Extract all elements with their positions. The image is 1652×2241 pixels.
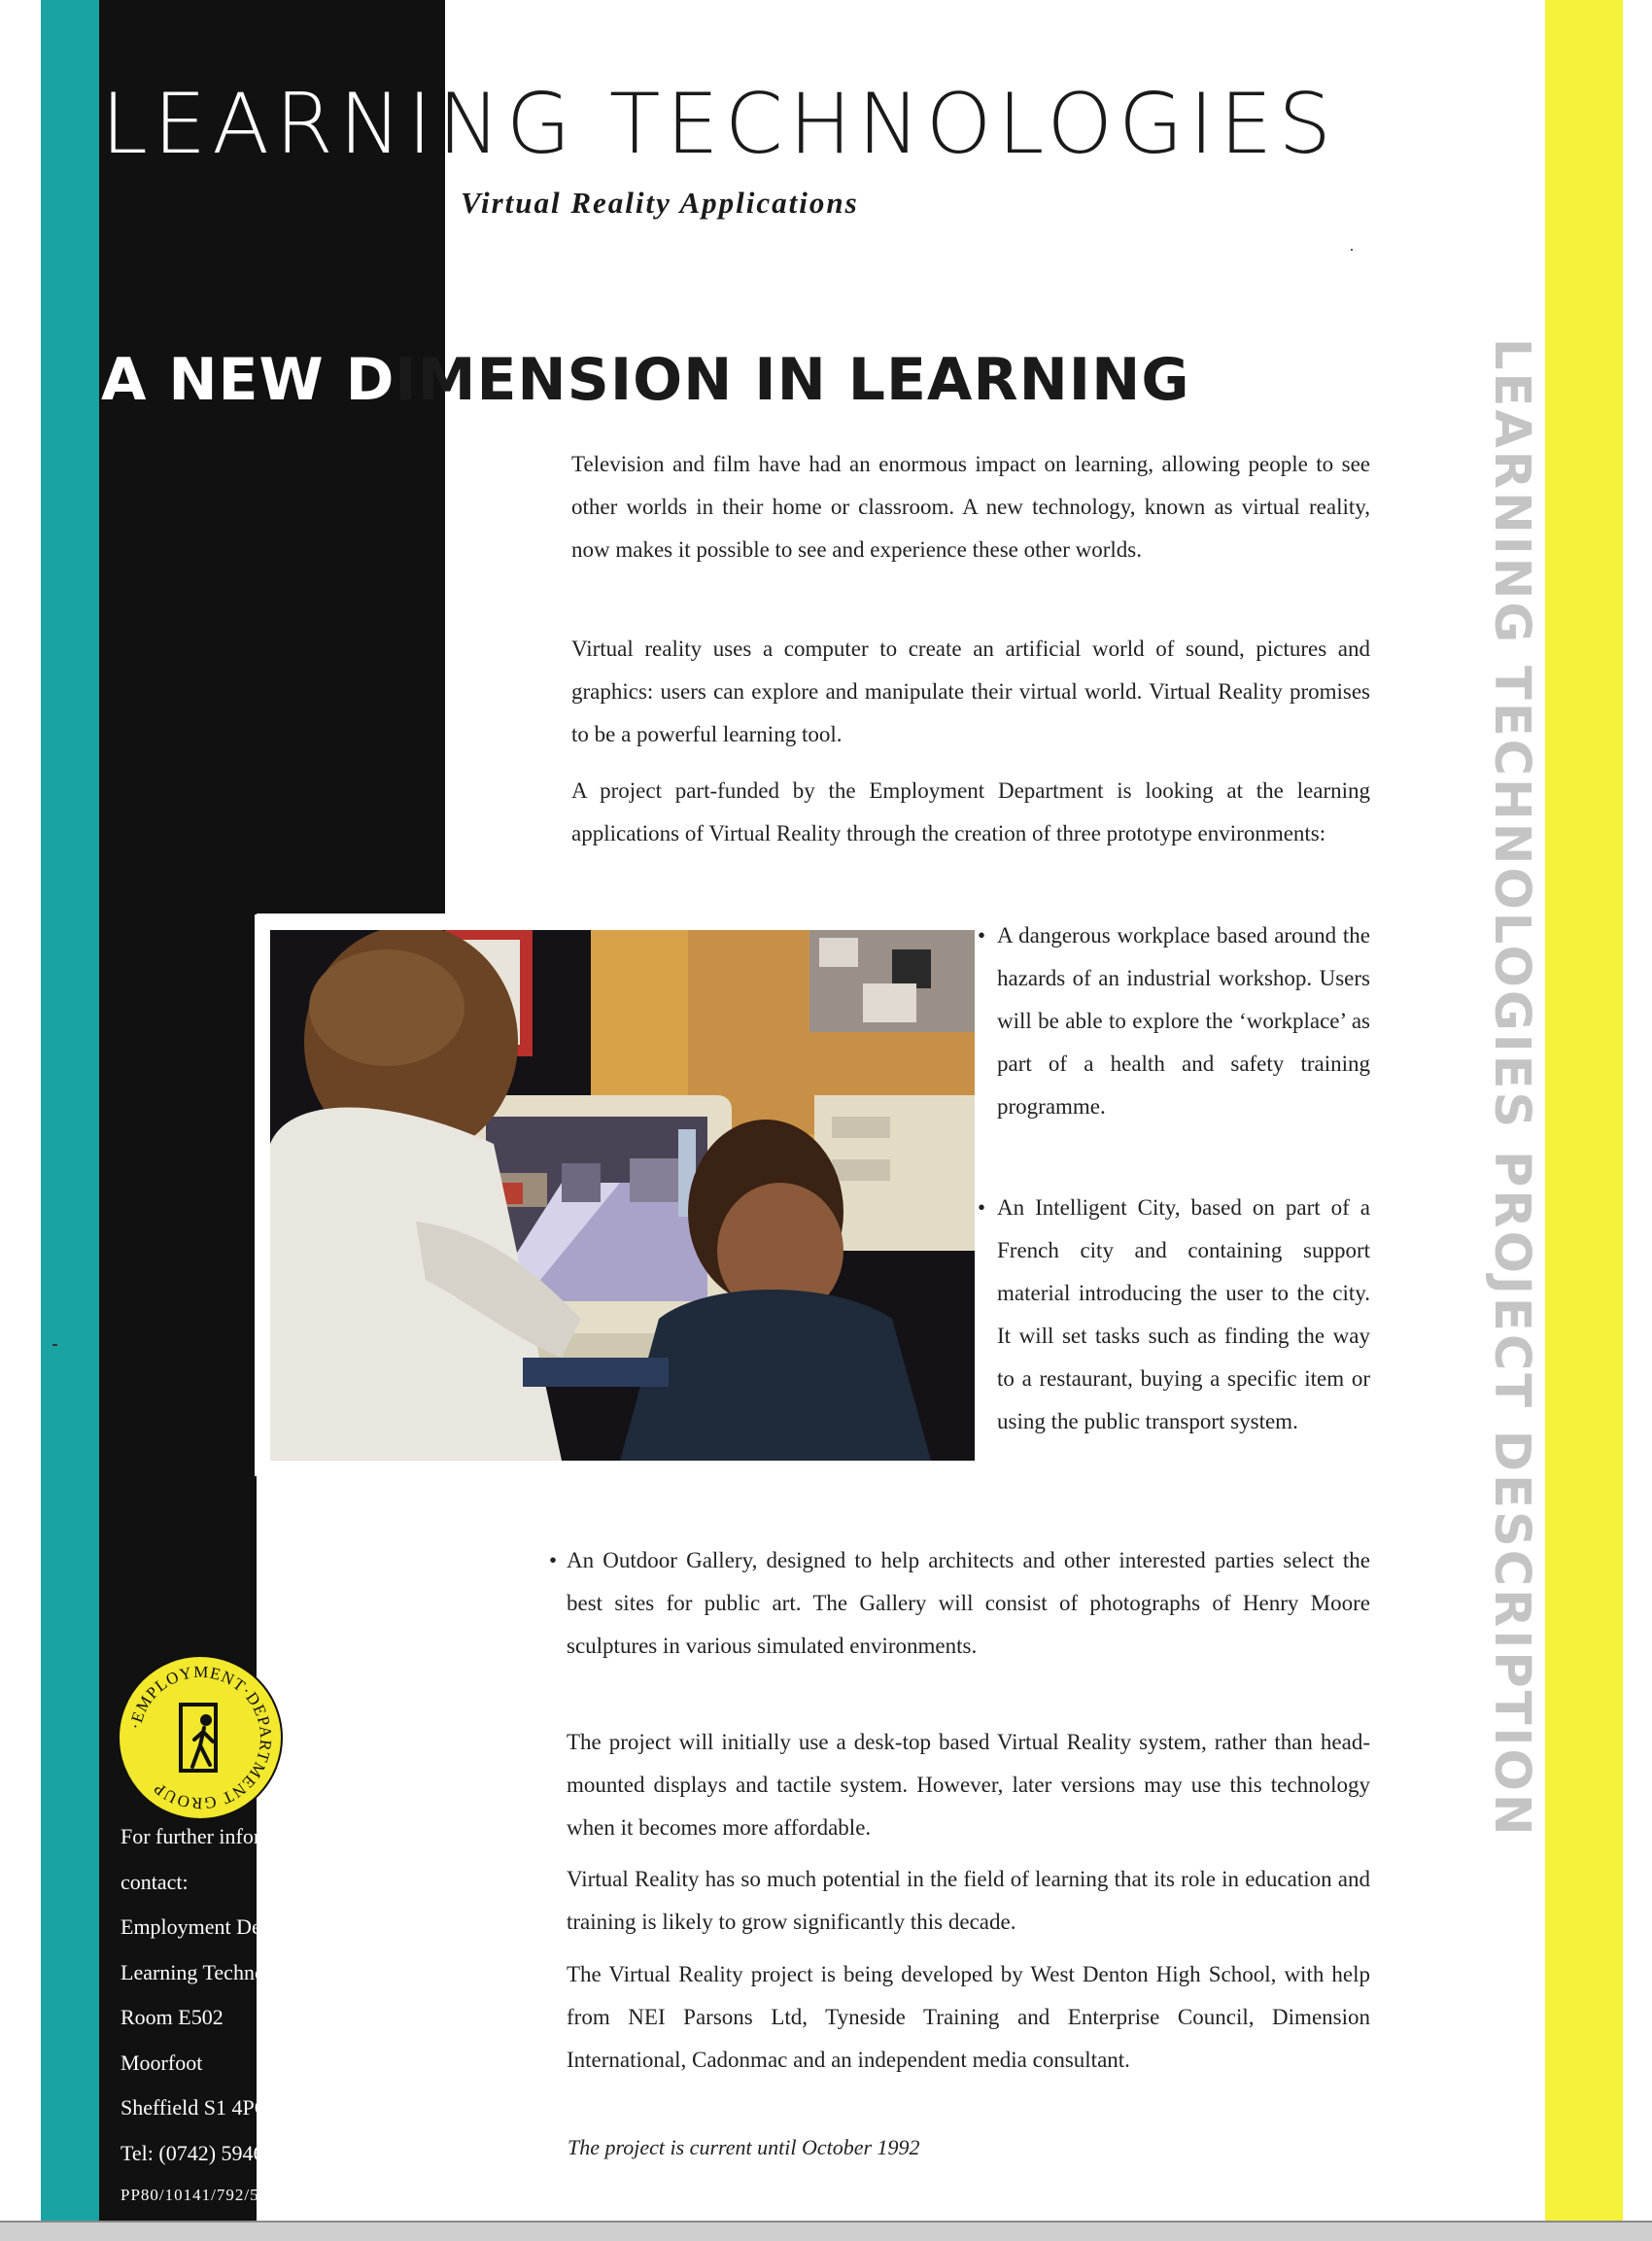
- scan-speck: [1351, 249, 1353, 251]
- yellow-stripe: [1545, 0, 1623, 2221]
- contact-block: [120, 1814, 393, 2176]
- contact-line-6: Moorfoot: [120, 2050, 203, 2075]
- walking-figure-doorway-icon: [179, 1703, 218, 1773]
- bullet-workplace-text: A dangerous workplace based around the hazards of an industrial workshop. Users will be able to explore the ‘workplace’ as part of a health and safety training programme.: [997, 923, 1370, 1119]
- closing-paragraph-1: The project will initially use a desk-top based Virtual Reality system, rather than head-mounted displays and tactile system. However, later versions may use this technology when it becomes more affordable.: [567, 1730, 1370, 1840]
- bullet-workplace: [978, 914, 1370, 1128]
- closing-paragraph-2: Virtual Reality has so much potential in the field of learning that its role in education and training is likely to grow significantly this decade.: [567, 1867, 1370, 1934]
- bullet-marker: •: [978, 1195, 986, 1220]
- classroom-photo-image: [270, 930, 975, 1461]
- page-title: [101, 76, 1394, 173]
- contact-line-5: Room E502: [120, 2005, 224, 2029]
- bullet-outdoor-gallery: [549, 1539, 1370, 1668]
- bottom-scan-edge: [0, 2221, 1652, 2241]
- headline-part-light: IMENSION IN LEARNING: [395, 346, 1190, 414]
- page-right-edge: [1623, 0, 1652, 2221]
- contact-line-1: For further information: [120, 1824, 321, 1848]
- logo-ring-text: ·EMPLOYMENT·DEPARTMENT GROUP: [125, 1662, 276, 1813]
- page-title-part-light: NG TECHNOLOGIES: [437, 76, 1337, 173]
- contact-line-8: Tel: (0742) 594680: [120, 2140, 286, 2165]
- page-subtitle: Virtual Reality Applications: [461, 186, 859, 220]
- classroom-photo: [255, 914, 975, 1476]
- intro-paragraph-2: Virtual reality uses a computer to create an artificial world of sound, pictures and graphics: users can explore and manipulate their virtual world. Virtual Reality promises to be a powerful learning tool.: [571, 637, 1370, 746]
- bullet-intelligent-city: [978, 1187, 1370, 1443]
- closing-note: The project is current until October 1992: [568, 2135, 920, 2159]
- contact-line-7: Sheffield S1 4PQ: [120, 2095, 270, 2120]
- vertical-side-title: LEARNING TECHNOLOGIES PROJECT DESCRIPTION: [1483, 338, 1540, 1839]
- contact-line-3: Employment Department: [120, 1914, 337, 1939]
- intro-paragraph-3: A project part-funded by the Employment Department is looking at the learning applications of Virtual Reality through the creation of three prototype environments:: [571, 778, 1370, 845]
- headline: [101, 346, 1190, 414]
- contact-line-4: Learning Technologies: [120, 1959, 317, 1984]
- reference-code: PP80/10141/792/52: [120, 2186, 269, 2204]
- intro-paragraph-1: Television and film have had an enormous impact on learning, allowing people to see other worlds in their home or classroom. A new technology, known as virtual reality, now makes it possible to see and experience these other worlds.: [571, 452, 1370, 562]
- teal-stripe: [41, 0, 99, 2221]
- page-title-part-dark: LEARNI: [101, 76, 438, 173]
- bullet-marker: •: [978, 923, 986, 948]
- bullet-outdoor-gallery-text: An Outdoor Gallery, designed to help architects and other interested parties select the best sites for public art. The Gallery will consist of photographs of Henry Moore sculptures in various simulated environments.: [567, 1548, 1370, 1658]
- closing-paragraph-3: The Virtual Reality project is being developed by West Denton High School, with help from NEI Parsons Ltd, Tyneside Training and Enterprise Council, Dimension International, Cadonmac and an independent media consultant.: [567, 1962, 1370, 2072]
- employment-department-logo: [115, 1652, 286, 1823]
- contact-line-2: contact:: [120, 1869, 189, 1894]
- scan-mark: [52, 1344, 57, 1346]
- bullet-intelligent-city-text: An Intelligent City, based on part of a French city and containing support material introducing the user to the city. It will set tasks such as finding the way to a restaurant, buying a specific item or using the public transport system.: [997, 1195, 1370, 1433]
- bullet-marker: •: [549, 1548, 558, 1572]
- headline-part-dark: A NEW D: [101, 346, 396, 414]
